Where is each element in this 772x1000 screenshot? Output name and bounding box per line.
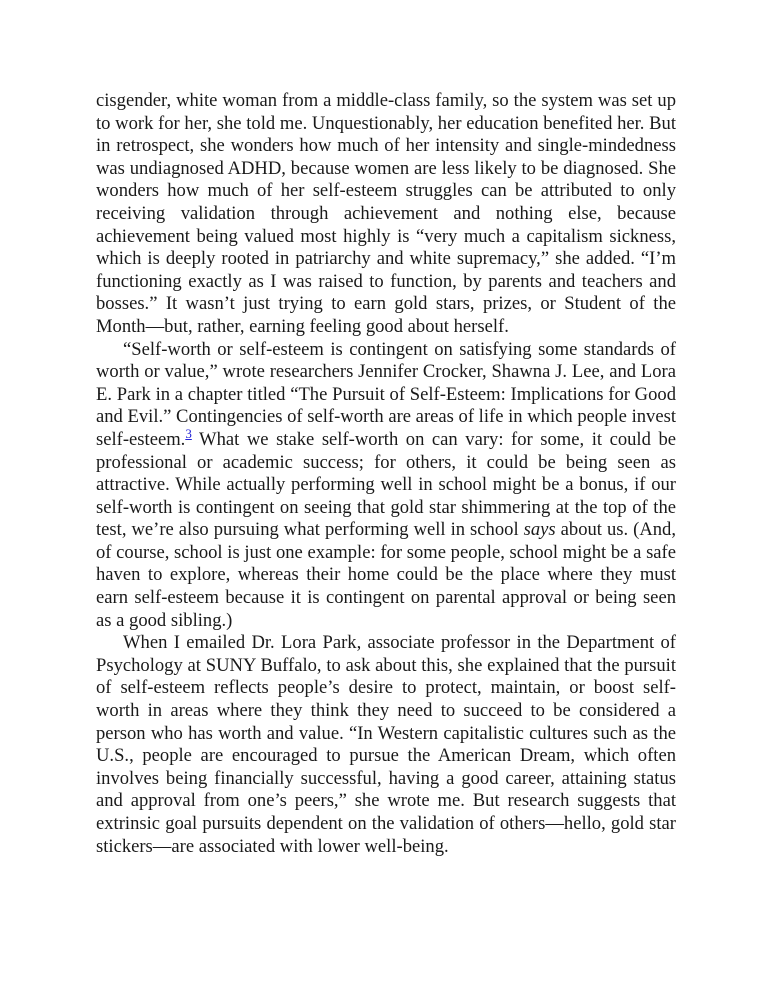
paragraph-text-after-footnote: What we stake self-worth on can vary: for some, it could be professional or academic success; for others, it could be being seen as attractive. While actually performing well in school might be a bonus, if our self-worth is contingent on seeing that gold star shimmering at the top of the test, we’re also pursuing what performing well in school bbox=[96, 428, 676, 541]
book-page-text bbox=[96, 90, 676, 858]
paragraph-self-worth-contingencies bbox=[96, 339, 676, 633]
paragraph-text-before-footnote: “Self-worth or self-esteem is contingent on satisfying some standards of worth or value,” wrote researchers Jennifer Crocker, Shawna J. Lee, and Lora E. Park in a chapter titled “The Pursuit of Self-Esteem: Implications for Good and Evil.” Contingencies of self-worth are areas of life in which people invest self-esteem. bbox=[96, 338, 676, 450]
emphasized-word: says bbox=[523, 519, 556, 541]
footnote-reference-link[interactable]: 3 bbox=[185, 425, 192, 441]
paragraph-continued: cisgender, white woman from a middle-class family, so the system was set up to work for her, she told me. Unquestionably, her education benefited her. But in retrospect, she wonders how much of her intensity and single-mindedness was undiagnosed ADHD, because women are less likely to be diagnosed. She wonders how much of her self-esteem struggles can be attributed to only receiving validation through achievement and nothing else, because achievement being valued most highly is “very much a capitalism sickness, which is deeply rooted in patriarchy and white supremacy,” she added. “I’m functioning exactly as I was raised to function, by parents and teachers and bosses.” It wasn’t just trying to earn gold stars, prizes, or Student of the Month—but, rather, earning feeling good about herself. bbox=[96, 90, 676, 337]
paragraph-lora-park-email: When I emailed Dr. Lora Park, associate professor in the Department of Psychology at SUNY Buffalo, to ask about this, she explained that the pursuit of self-esteem reflects people’s desire to protect, maintain, or boost self-worth in areas where they think they need to succeed to be considered a person who has worth and value. “In Western capitalistic cultures such as the U.S., people are encouraged to pursue the American Dream, which often involves being financially successful, having a good career, attaining status and approval from one’s peers,” she wrote me. But research suggests that extrinsic goal pursuits dependent on the validation of others—hello, gold star stickers—are associated with lower well-being. bbox=[96, 632, 676, 857]
paragraph-text-end: about us. (And, of course, school is just one example: for some people, school might be a safe haven to explore, whereas their home could be the place where they must earn self-esteem because it is contingent on parental approval or being seen as a good sibling.) bbox=[96, 519, 676, 631]
